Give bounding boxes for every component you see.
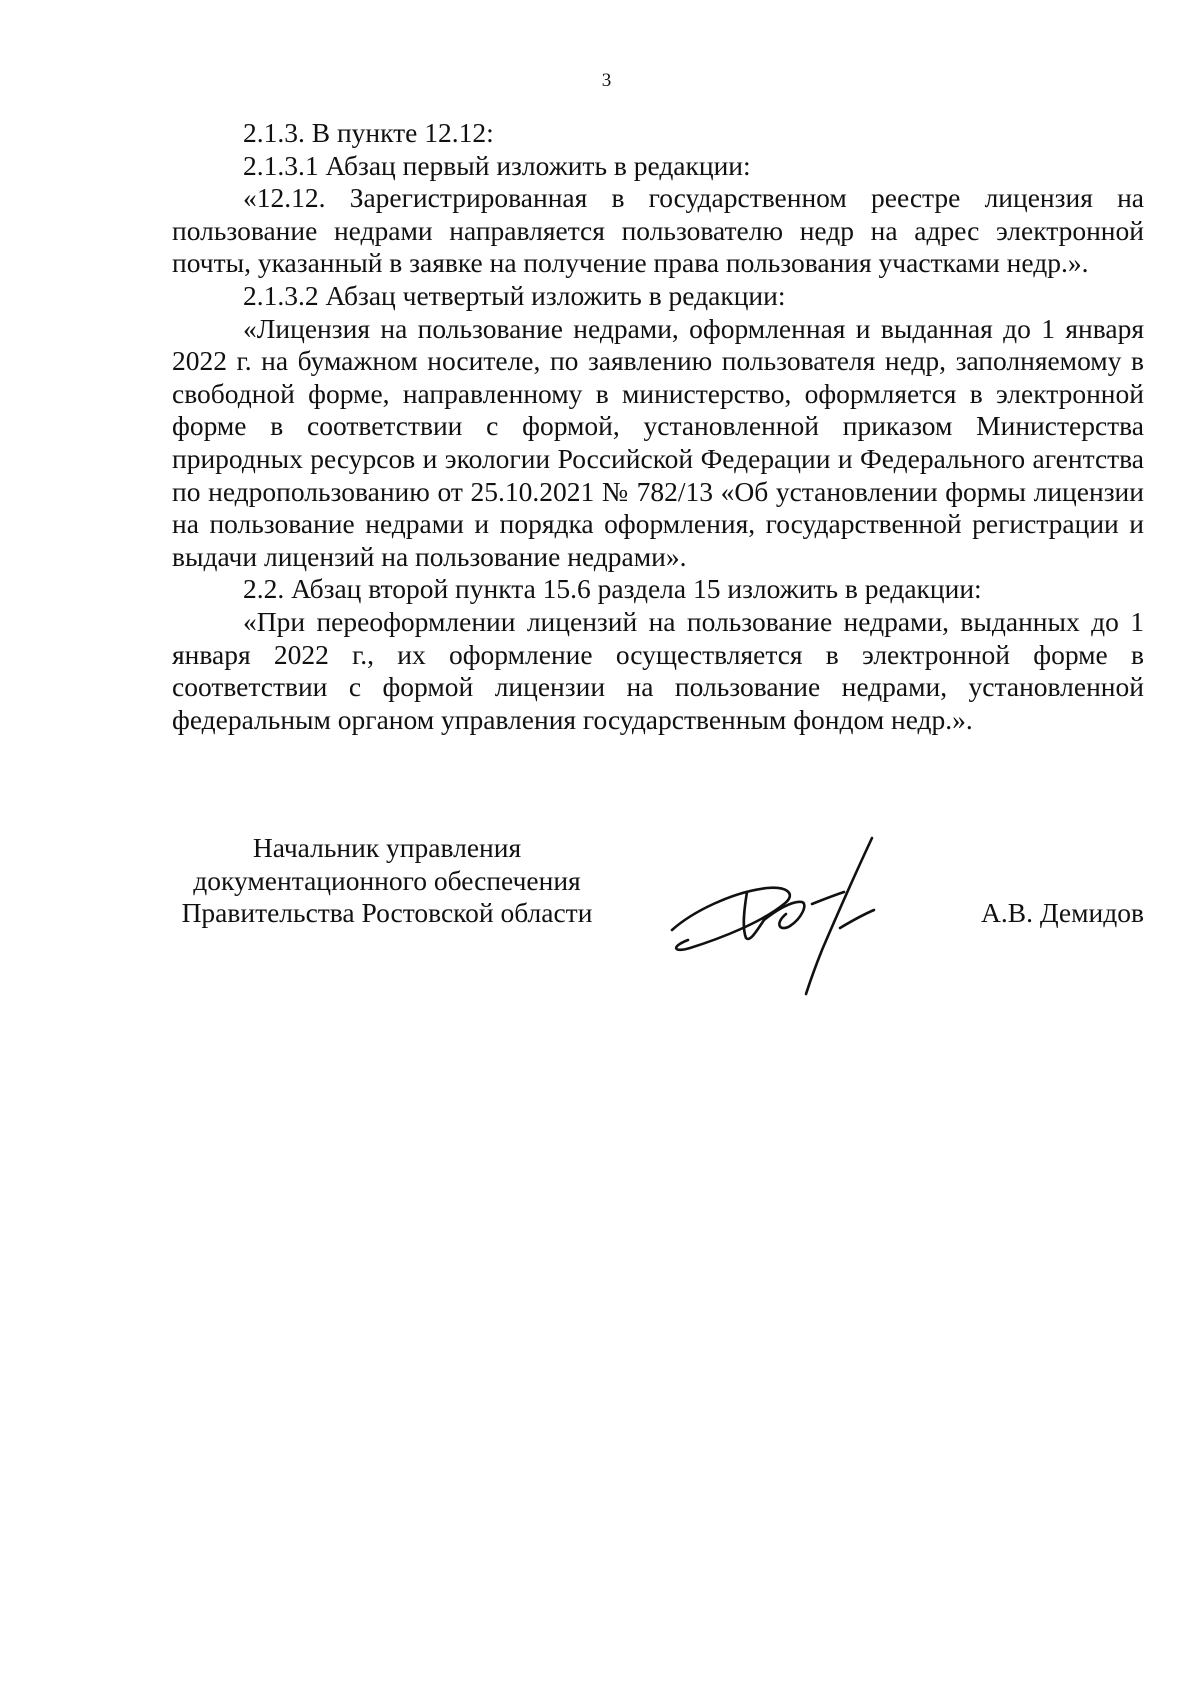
paragraph-quote-12-12: «12.12. Зарегистрированная в государственном реестре лицензия на пользование недрами направляется пользователю недр на адрес электронной почты, указанный в заявке на получение права пользования участками недр.».: [172, 182, 1144, 279]
signer-position-line: Начальник управления: [252, 832, 522, 863]
paragraph-quote-reissue: «При переоформлении лицензий на пользование недрами, выданных до 1 января 2022 г., их оформление осуществляется в электронной форме в соответствии с формой лицензии на пользование недрами, установленной федеральным органом управления государственным фондом недр.».: [172, 605, 1144, 735]
paragraph-2-2: 2.2. Абзац второй пункта 15.6 раздела 15 изложить в редакции:: [243, 573, 982, 605]
signer-position-line: документационного обеспечения: [193, 864, 581, 896]
page-number: 3: [601, 70, 612, 91]
paragraph-2-1-3-1: 2.1.3.1 Абзац первый изложить в редакции:: [243, 149, 751, 181]
signer-name: А.В. Демидов: [981, 897, 1144, 928]
signer-position-line: Правительства Ростовской области: [181, 897, 593, 929]
signature-block: [172, 832, 1144, 1002]
signer-position: [172, 832, 602, 930]
document-body: [172, 117, 1144, 736]
handwritten-signature: [662, 830, 952, 1000]
paragraph-2-1-3-2: 2.1.3.2 Абзац четвертый изложить в редакции:: [243, 279, 786, 311]
paragraph-quote-license: «Лицензия на пользование недрами, оформленная и выданная до 1 января 2022 г. на бумажном носителе, по заявлению пользователя недр, заполняемому в свободной форме, направленному в министерство, оформляется в электронной форме в соответствии с формой, установленной приказом Министерства природных ресурсов и экологии Российской Федерации и Федерального агентства по недропользованию от 25.10.2021 № 782/13 «Об установлении формы лицензии на пользование недрами и порядка оформления, государственной регистрации и выдачи лицензий на пользование недрами».: [172, 312, 1144, 572]
paragraph-2-1-3: 2.1.3. В пункте 12.12:: [243, 117, 494, 148]
